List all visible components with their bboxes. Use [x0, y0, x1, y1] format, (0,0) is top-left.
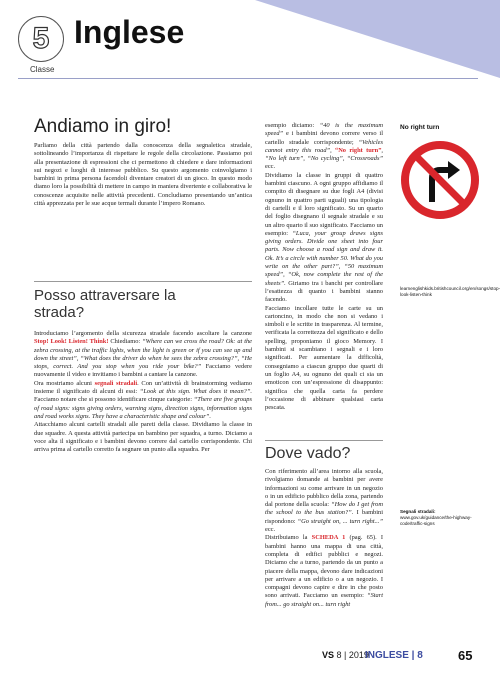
text: Attacchiamo alcuni cartelli stradali alle pareti della classe. Dividiamo la classe in due squadre. A questa attività partecipa un bambino per squadra, a turno. Diciamo a voce alta il significato e i bambini devono correre dal cartello corrispondente. Chi arriva prima al cartello corretto fa segnare un punto alla squadra. Per: [34, 421, 252, 454]
section-where-body: [265, 468, 383, 609]
subject-title: Inglese: [74, 14, 185, 50]
article-title: Andiamo in giro!: [34, 116, 172, 137]
text: Distribuiamo la: [265, 534, 312, 542]
intro-paragraph: Parliamo della città partendo dalla conoscenza della segnaletica stradale, sottolineando l’importanza di rispettare le regole della circolazione. Passiamo poi alla presentazione di espressioni che ci permettono di chiedere e dare informazioni sui negozi e luoghi di interesse pubblico. Su questo argomento coinvolgiamo i bambini in prima persona facendoli diventare creatori di un gioco. In questo modo diamo loro la possibilità di mettere in campo in maniera divertente e collaborativa le conoscenze acquisite nelle attività precedenti. Concludiamo presentando un’antica città apprezzata per le sue acque termali durante l’impero Romano.: [34, 142, 252, 208]
text: Ora mostriamo alcuni: [34, 379, 95, 387]
quote: “There are five groups of road signs: signs giving orders, warning signs, direction signs, information signs and road works signs. They have a characteristic shape and colour”.: [34, 396, 252, 420]
text: Giriamo tra i banchi per controllare l’esattezza di quanto i bambini stanno facendo.: [265, 279, 383, 304]
text: Facciamo notare che si possono identificare cinque categorie:: [34, 396, 194, 404]
quote: “Luca, your group draws signs giving orders. Divide one sheet into four parts. Now choose a road sign and draw it. Ok. It’s a circle with number 50. What do you write on the other part?”, “50 maximum speed”, “Ok, now complete the rest of the sheets”.: [265, 229, 383, 287]
section-heading-crossing: Posso attraversare la strada?: [34, 287, 176, 321]
text: esempio diciamo:: [265, 122, 320, 129]
text: Con riferimento all’area intorno alla scuola, rivolgiamo domande ai bambini per avere informazioni su come arrivare in un negozio o in un edificio pubblico della zona, partendo dal portone della scuola:: [265, 468, 383, 509]
text: Chiediamo:: [108, 338, 143, 346]
text: ecc.: [265, 163, 276, 171]
footer-section-number: 8: [417, 650, 423, 661]
text: e i bambini devono correre verso il cartello stradale corrispondente;: [265, 130, 383, 146]
class-number: 5: [32, 22, 50, 55]
text: . I bambini rispondono:: [265, 509, 383, 525]
class-number-badge: [18, 16, 64, 62]
text: ecc.: [265, 526, 276, 534]
quote: “40 is the maximum speed”: [265, 122, 384, 138]
class-label: Classe: [30, 65, 55, 74]
song-link-note: learnenglishkids.britishcouncil.org/en/songs/stop-look-listen-think: [400, 286, 500, 297]
section-divider: [265, 440, 383, 441]
note-title: Segnali stradali:: [400, 509, 436, 514]
text: . Con un’attività di brainstorming vediamo insieme il significato di alcuni di essi:: [34, 379, 252, 396]
page-number: 65: [458, 648, 473, 663]
header-divider: [18, 78, 478, 79]
text: Facciamo vedere nuovamente il video e invitiamo i bambini a cantare la canzone.: [34, 363, 252, 379]
text: Introduciamo l’argomento della sicurezza stradale facendo ascoltare la canzone: [34, 330, 252, 337]
footer-issue: [322, 650, 369, 660]
no-right-turn-icon: [400, 140, 480, 220]
keyword: segnali stradali: [94, 379, 138, 387]
road-signs-link-note: [400, 509, 480, 526]
quote: “Look at this sign. What does it mean?”.: [139, 388, 252, 396]
issue-number: 8 | 2019: [336, 650, 369, 660]
quote: , “No left turn”, “No cycling”, “Crossroads”: [265, 146, 383, 163]
song-title: Stop! Look! Listen! Think!: [34, 338, 109, 346]
section-divider: [34, 281, 252, 282]
quote: “Where can we cross the road? Ok: at the zebra crossing, at the traffic lights, when the light is green or if you can see up and down the street”, “What does the driver do when he sees the zebra crossing?”, “He stops, correct. And you stop when you ride your bike?”: [34, 338, 252, 371]
text: Facciamo incollare tutte le carte su un cartoncino, in modo che non si vedano i simboli e le scritte in trasparenza. Al termine, verificata la correttezza del significato e dello spelling, proponiamo il gioco Memory. I bambini si scambiano i segnali e i loro significati. Per aumentare la difficoltà, consegniamo a ciascun gruppo due quarti di un foglio A4, su ognuno dei quali ci sia un emoticon con un’espressione di disappunto: significa che quella carta fa perdere l’occasione di abbinare qualsiasi carta pescata.: [265, 304, 383, 412]
header-accent-triangle: [255, 0, 500, 78]
note-link: www.gov.uk/guidance/the-highway-code/traffic-signs: [400, 514, 472, 526]
quote: “How do I get from the school to the bus station?”: [265, 501, 383, 517]
quote: “Go straight on, ... turn right...”: [297, 517, 384, 525]
quote: “Vehicles cannot entry this road”,: [265, 138, 383, 154]
text: (pag. 65). I bambini hanno una mappa di una città, completa di edifici pubblici e negozi. Diciamo che a turno, partendo da un punto a piacere della mappa, devono dare indicazioni per arrivare a un edificio o a un negozio. I compagni devono capire e dire in che posto sono arrivati. Facciamo un esempio:: [265, 534, 383, 600]
footer-subject: INGLESE: [365, 650, 409, 661]
magazine-mark: VS: [322, 650, 335, 660]
text: Dividiamo la classe in gruppi di quattro bambini ciascuno. A ogni gruppo affidiamo il compito di disegnare su due fogli A4 (divisi ognuno in quattro parti uguali) una tipologia di cartelli e il loro significato. Su un quarto del foglio disegnano il segnale stradale e su un altro quarto il suo significato. Facciamo un esempio:: [265, 171, 383, 237]
keyword: “No right turn”: [335, 146, 382, 154]
quote: “Start from... go straight on... turn right: [265, 592, 383, 608]
footer-section: INGLESE | 8: [365, 650, 423, 661]
sign-caption: No right turn: [400, 124, 440, 131]
section-crossing-body: [34, 330, 252, 454]
worksheet-reference: SCHEDA 1: [311, 534, 346, 542]
column-b-body: [265, 122, 383, 412]
section-heading-where: Dove vado?: [265, 445, 351, 462]
